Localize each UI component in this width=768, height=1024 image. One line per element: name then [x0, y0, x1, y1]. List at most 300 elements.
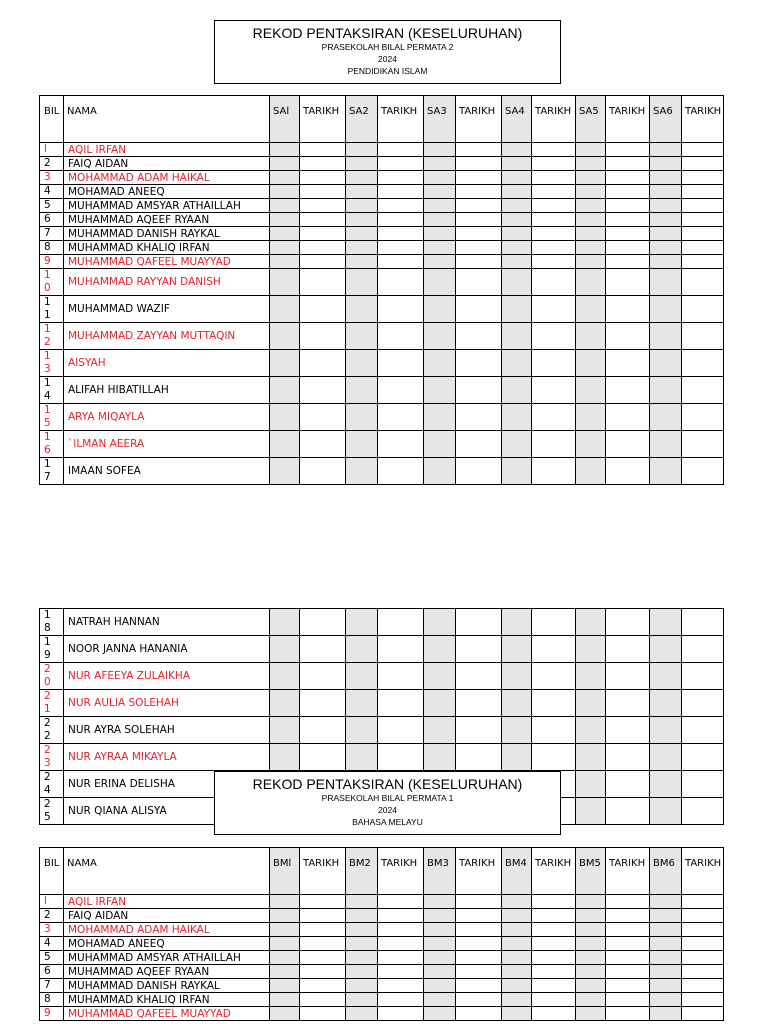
date-cell[interactable]	[682, 227, 724, 241]
date-cell[interactable]	[456, 255, 502, 269]
score-cell[interactable]	[346, 431, 378, 458]
score-cell[interactable]	[270, 951, 300, 965]
date-cell[interactable]	[682, 241, 724, 255]
score-cell[interactable]	[424, 296, 456, 323]
date-cell[interactable]	[606, 431, 650, 458]
date-cell[interactable]	[682, 636, 724, 663]
score-cell[interactable]	[650, 431, 682, 458]
score-cell[interactable]	[650, 636, 682, 663]
score-cell[interactable]	[576, 458, 606, 485]
score-cell[interactable]	[502, 717, 532, 744]
score-cell[interactable]	[346, 609, 378, 636]
date-cell[interactable]	[682, 185, 724, 199]
date-cell[interactable]	[300, 185, 346, 199]
score-cell[interactable]	[424, 636, 456, 663]
date-cell[interactable]	[532, 690, 576, 717]
date-cell[interactable]	[532, 923, 576, 937]
score-cell[interactable]	[502, 993, 532, 1007]
score-cell[interactable]	[502, 157, 532, 171]
score-cell[interactable]	[270, 895, 300, 909]
date-cell[interactable]	[532, 636, 576, 663]
score-cell[interactable]	[576, 923, 606, 937]
date-cell[interactable]	[606, 350, 650, 377]
score-cell[interactable]	[270, 296, 300, 323]
date-cell[interactable]	[606, 377, 650, 404]
score-cell[interactable]	[502, 458, 532, 485]
score-cell[interactable]	[346, 663, 378, 690]
score-cell[interactable]	[346, 171, 378, 185]
score-cell[interactable]	[346, 690, 378, 717]
date-cell[interactable]	[300, 937, 346, 951]
score-cell[interactable]	[502, 690, 532, 717]
score-cell[interactable]	[346, 717, 378, 744]
score-cell[interactable]	[346, 157, 378, 171]
date-cell[interactable]	[456, 404, 502, 431]
date-cell[interactable]	[606, 895, 650, 909]
score-cell[interactable]	[576, 771, 606, 798]
date-cell[interactable]	[300, 227, 346, 241]
score-cell[interactable]	[576, 951, 606, 965]
score-cell[interactable]	[270, 269, 300, 296]
score-cell[interactable]	[270, 143, 300, 157]
score-cell[interactable]	[270, 227, 300, 241]
date-cell[interactable]	[606, 798, 650, 825]
date-cell[interactable]	[682, 323, 724, 350]
score-cell[interactable]	[502, 377, 532, 404]
score-cell[interactable]	[650, 965, 682, 979]
date-cell[interactable]	[456, 979, 502, 993]
score-cell[interactable]	[502, 609, 532, 636]
date-cell[interactable]	[456, 636, 502, 663]
date-cell[interactable]	[532, 213, 576, 227]
score-cell[interactable]	[424, 404, 456, 431]
date-cell[interactable]	[300, 255, 346, 269]
date-cell[interactable]	[682, 993, 724, 1007]
score-cell[interactable]	[650, 951, 682, 965]
date-cell[interactable]	[378, 965, 424, 979]
score-cell[interactable]	[270, 377, 300, 404]
date-cell[interactable]	[682, 951, 724, 965]
score-cell[interactable]	[270, 255, 300, 269]
date-cell[interactable]	[606, 199, 650, 213]
score-cell[interactable]	[576, 404, 606, 431]
score-cell[interactable]	[346, 404, 378, 431]
date-cell[interactable]	[456, 323, 502, 350]
date-cell[interactable]	[682, 609, 724, 636]
score-cell[interactable]	[346, 923, 378, 937]
date-cell[interactable]	[378, 143, 424, 157]
date-cell[interactable]	[456, 296, 502, 323]
date-cell[interactable]	[378, 923, 424, 937]
score-cell[interactable]	[650, 255, 682, 269]
date-cell[interactable]	[682, 458, 724, 485]
date-cell[interactable]	[456, 993, 502, 1007]
score-cell[interactable]	[576, 937, 606, 951]
score-cell[interactable]	[650, 771, 682, 798]
date-cell[interactable]	[682, 296, 724, 323]
date-cell[interactable]	[606, 993, 650, 1007]
score-cell[interactable]	[270, 157, 300, 171]
date-cell[interactable]	[532, 255, 576, 269]
score-cell[interactable]	[270, 965, 300, 979]
score-cell[interactable]	[576, 213, 606, 227]
date-cell[interactable]	[606, 227, 650, 241]
date-cell[interactable]	[300, 993, 346, 1007]
date-cell[interactable]	[532, 350, 576, 377]
score-cell[interactable]	[424, 213, 456, 227]
score-cell[interactable]	[424, 609, 456, 636]
date-cell[interactable]	[378, 690, 424, 717]
score-cell[interactable]	[346, 636, 378, 663]
date-cell[interactable]	[532, 458, 576, 485]
date-cell[interactable]	[682, 1007, 724, 1021]
date-cell[interactable]	[682, 965, 724, 979]
date-cell[interactable]	[378, 979, 424, 993]
score-cell[interactable]	[576, 241, 606, 255]
date-cell[interactable]	[378, 323, 424, 350]
date-cell[interactable]	[378, 296, 424, 323]
score-cell[interactable]	[502, 241, 532, 255]
score-cell[interactable]	[502, 965, 532, 979]
date-cell[interactable]	[682, 717, 724, 744]
score-cell[interactable]	[424, 323, 456, 350]
date-cell[interactable]	[532, 609, 576, 636]
date-cell[interactable]	[532, 895, 576, 909]
score-cell[interactable]	[346, 979, 378, 993]
score-cell[interactable]	[576, 609, 606, 636]
score-cell[interactable]	[576, 717, 606, 744]
score-cell[interactable]	[424, 241, 456, 255]
date-cell[interactable]	[456, 1007, 502, 1021]
date-cell[interactable]	[606, 157, 650, 171]
date-cell[interactable]	[606, 323, 650, 350]
date-cell[interactable]	[456, 690, 502, 717]
score-cell[interactable]	[346, 895, 378, 909]
score-cell[interactable]	[650, 937, 682, 951]
date-cell[interactable]	[682, 213, 724, 227]
score-cell[interactable]	[502, 227, 532, 241]
date-cell[interactable]	[532, 663, 576, 690]
date-cell[interactable]	[606, 255, 650, 269]
score-cell[interactable]	[424, 1007, 456, 1021]
score-cell[interactable]	[650, 1007, 682, 1021]
date-cell[interactable]	[456, 431, 502, 458]
date-cell[interactable]	[682, 909, 724, 923]
score-cell[interactable]	[346, 350, 378, 377]
date-cell[interactable]	[606, 717, 650, 744]
score-cell[interactable]	[576, 798, 606, 825]
score-cell[interactable]	[270, 241, 300, 255]
score-cell[interactable]	[270, 609, 300, 636]
date-cell[interactable]	[378, 157, 424, 171]
score-cell[interactable]	[576, 350, 606, 377]
date-cell[interactable]	[300, 951, 346, 965]
score-cell[interactable]	[502, 171, 532, 185]
score-cell[interactable]	[346, 1007, 378, 1021]
date-cell[interactable]	[378, 350, 424, 377]
score-cell[interactable]	[346, 213, 378, 227]
score-cell[interactable]	[650, 744, 682, 771]
date-cell[interactable]	[532, 1007, 576, 1021]
date-cell[interactable]	[682, 157, 724, 171]
score-cell[interactable]	[424, 993, 456, 1007]
score-cell[interactable]	[576, 143, 606, 157]
score-cell[interactable]	[576, 636, 606, 663]
score-cell[interactable]	[270, 458, 300, 485]
date-cell[interactable]	[606, 636, 650, 663]
date-cell[interactable]	[378, 458, 424, 485]
date-cell[interactable]	[300, 269, 346, 296]
date-cell[interactable]	[532, 431, 576, 458]
date-cell[interactable]	[532, 296, 576, 323]
date-cell[interactable]	[300, 157, 346, 171]
score-cell[interactable]	[650, 717, 682, 744]
score-cell[interactable]	[502, 663, 532, 690]
date-cell[interactable]	[606, 663, 650, 690]
score-cell[interactable]	[346, 993, 378, 1007]
date-cell[interactable]	[682, 663, 724, 690]
score-cell[interactable]	[424, 923, 456, 937]
score-cell[interactable]	[424, 255, 456, 269]
score-cell[interactable]	[346, 458, 378, 485]
score-cell[interactable]	[270, 1007, 300, 1021]
date-cell[interactable]	[300, 923, 346, 937]
score-cell[interactable]	[502, 951, 532, 965]
score-cell[interactable]	[346, 965, 378, 979]
date-cell[interactable]	[456, 377, 502, 404]
date-cell[interactable]	[456, 199, 502, 213]
score-cell[interactable]	[502, 744, 532, 771]
score-cell[interactable]	[576, 185, 606, 199]
score-cell[interactable]	[502, 895, 532, 909]
date-cell[interactable]	[532, 199, 576, 213]
date-cell[interactable]	[300, 377, 346, 404]
date-cell[interactable]	[532, 227, 576, 241]
score-cell[interactable]	[424, 937, 456, 951]
score-cell[interactable]	[270, 744, 300, 771]
date-cell[interactable]	[532, 993, 576, 1007]
score-cell[interactable]	[502, 1007, 532, 1021]
date-cell[interactable]	[378, 255, 424, 269]
score-cell[interactable]	[424, 143, 456, 157]
date-cell[interactable]	[378, 937, 424, 951]
score-cell[interactable]	[650, 171, 682, 185]
date-cell[interactable]	[300, 458, 346, 485]
date-cell[interactable]	[682, 199, 724, 213]
score-cell[interactable]	[576, 255, 606, 269]
date-cell[interactable]	[456, 350, 502, 377]
score-cell[interactable]	[270, 717, 300, 744]
date-cell[interactable]	[532, 269, 576, 296]
date-cell[interactable]	[378, 717, 424, 744]
score-cell[interactable]	[270, 199, 300, 213]
score-cell[interactable]	[424, 965, 456, 979]
score-cell[interactable]	[424, 350, 456, 377]
score-cell[interactable]	[424, 458, 456, 485]
date-cell[interactable]	[300, 213, 346, 227]
score-cell[interactable]	[650, 143, 682, 157]
score-cell[interactable]	[576, 269, 606, 296]
score-cell[interactable]	[502, 431, 532, 458]
score-cell[interactable]	[424, 690, 456, 717]
score-cell[interactable]	[424, 431, 456, 458]
date-cell[interactable]	[300, 350, 346, 377]
score-cell[interactable]	[346, 199, 378, 213]
date-cell[interactable]	[300, 241, 346, 255]
date-cell[interactable]	[378, 185, 424, 199]
date-cell[interactable]	[456, 157, 502, 171]
date-cell[interactable]	[606, 923, 650, 937]
date-cell[interactable]	[606, 690, 650, 717]
score-cell[interactable]	[346, 185, 378, 199]
date-cell[interactable]	[300, 744, 346, 771]
date-cell[interactable]	[300, 909, 346, 923]
date-cell[interactable]	[532, 937, 576, 951]
score-cell[interactable]	[270, 350, 300, 377]
date-cell[interactable]	[456, 458, 502, 485]
score-cell[interactable]	[346, 744, 378, 771]
date-cell[interactable]	[682, 798, 724, 825]
date-cell[interactable]	[532, 744, 576, 771]
date-cell[interactable]	[606, 213, 650, 227]
score-cell[interactable]	[270, 636, 300, 663]
score-cell[interactable]	[650, 296, 682, 323]
score-cell[interactable]	[576, 227, 606, 241]
score-cell[interactable]	[650, 157, 682, 171]
score-cell[interactable]	[270, 663, 300, 690]
date-cell[interactable]	[378, 993, 424, 1007]
date-cell[interactable]	[378, 199, 424, 213]
date-cell[interactable]	[378, 895, 424, 909]
date-cell[interactable]	[532, 909, 576, 923]
score-cell[interactable]	[576, 157, 606, 171]
date-cell[interactable]	[456, 965, 502, 979]
date-cell[interactable]	[532, 377, 576, 404]
score-cell[interactable]	[346, 951, 378, 965]
score-cell[interactable]	[502, 404, 532, 431]
date-cell[interactable]	[378, 241, 424, 255]
date-cell[interactable]	[300, 431, 346, 458]
score-cell[interactable]	[650, 909, 682, 923]
score-cell[interactable]	[576, 323, 606, 350]
score-cell[interactable]	[576, 377, 606, 404]
date-cell[interactable]	[682, 744, 724, 771]
date-cell[interactable]	[378, 431, 424, 458]
score-cell[interactable]	[346, 377, 378, 404]
date-cell[interactable]	[300, 323, 346, 350]
score-cell[interactable]	[650, 269, 682, 296]
score-cell[interactable]	[502, 323, 532, 350]
date-cell[interactable]	[300, 965, 346, 979]
date-cell[interactable]	[532, 185, 576, 199]
date-cell[interactable]	[378, 377, 424, 404]
score-cell[interactable]	[576, 993, 606, 1007]
score-cell[interactable]	[650, 227, 682, 241]
date-cell[interactable]	[606, 185, 650, 199]
date-cell[interactable]	[378, 269, 424, 296]
score-cell[interactable]	[270, 690, 300, 717]
date-cell[interactable]	[532, 404, 576, 431]
score-cell[interactable]	[576, 199, 606, 213]
date-cell[interactable]	[532, 241, 576, 255]
date-cell[interactable]	[300, 296, 346, 323]
score-cell[interactable]	[650, 993, 682, 1007]
date-cell[interactable]	[456, 909, 502, 923]
score-cell[interactable]	[502, 213, 532, 227]
date-cell[interactable]	[532, 951, 576, 965]
score-cell[interactable]	[346, 143, 378, 157]
score-cell[interactable]	[650, 199, 682, 213]
score-cell[interactable]	[650, 323, 682, 350]
score-cell[interactable]	[270, 213, 300, 227]
score-cell[interactable]	[650, 609, 682, 636]
score-cell[interactable]	[502, 269, 532, 296]
score-cell[interactable]	[576, 909, 606, 923]
date-cell[interactable]	[300, 143, 346, 157]
date-cell[interactable]	[456, 185, 502, 199]
score-cell[interactable]	[576, 171, 606, 185]
score-cell[interactable]	[650, 895, 682, 909]
date-cell[interactable]	[606, 965, 650, 979]
score-cell[interactable]	[650, 377, 682, 404]
date-cell[interactable]	[456, 213, 502, 227]
score-cell[interactable]	[346, 241, 378, 255]
date-cell[interactable]	[682, 923, 724, 937]
score-cell[interactable]	[424, 269, 456, 296]
date-cell[interactable]	[378, 744, 424, 771]
date-cell[interactable]	[378, 951, 424, 965]
date-cell[interactable]	[456, 663, 502, 690]
score-cell[interactable]	[576, 1007, 606, 1021]
score-cell[interactable]	[502, 350, 532, 377]
date-cell[interactable]	[606, 241, 650, 255]
date-cell[interactable]	[682, 404, 724, 431]
score-cell[interactable]	[576, 744, 606, 771]
date-cell[interactable]	[606, 771, 650, 798]
score-cell[interactable]	[270, 171, 300, 185]
score-cell[interactable]	[650, 213, 682, 227]
date-cell[interactable]	[606, 979, 650, 993]
score-cell[interactable]	[424, 909, 456, 923]
date-cell[interactable]	[378, 636, 424, 663]
date-cell[interactable]	[682, 255, 724, 269]
score-cell[interactable]	[346, 255, 378, 269]
score-cell[interactable]	[424, 717, 456, 744]
score-cell[interactable]	[270, 909, 300, 923]
score-cell[interactable]	[346, 937, 378, 951]
score-cell[interactable]	[424, 895, 456, 909]
score-cell[interactable]	[270, 404, 300, 431]
date-cell[interactable]	[682, 690, 724, 717]
score-cell[interactable]	[502, 923, 532, 937]
score-cell[interactable]	[424, 171, 456, 185]
date-cell[interactable]	[682, 431, 724, 458]
score-cell[interactable]	[346, 909, 378, 923]
score-cell[interactable]	[424, 199, 456, 213]
score-cell[interactable]	[650, 350, 682, 377]
date-cell[interactable]	[378, 909, 424, 923]
date-cell[interactable]	[378, 213, 424, 227]
date-cell[interactable]	[378, 171, 424, 185]
date-cell[interactable]	[532, 143, 576, 157]
date-cell[interactable]	[378, 1007, 424, 1021]
date-cell[interactable]	[456, 171, 502, 185]
score-cell[interactable]	[424, 744, 456, 771]
date-cell[interactable]	[456, 744, 502, 771]
date-cell[interactable]	[606, 937, 650, 951]
score-cell[interactable]	[346, 269, 378, 296]
date-cell[interactable]	[532, 717, 576, 744]
